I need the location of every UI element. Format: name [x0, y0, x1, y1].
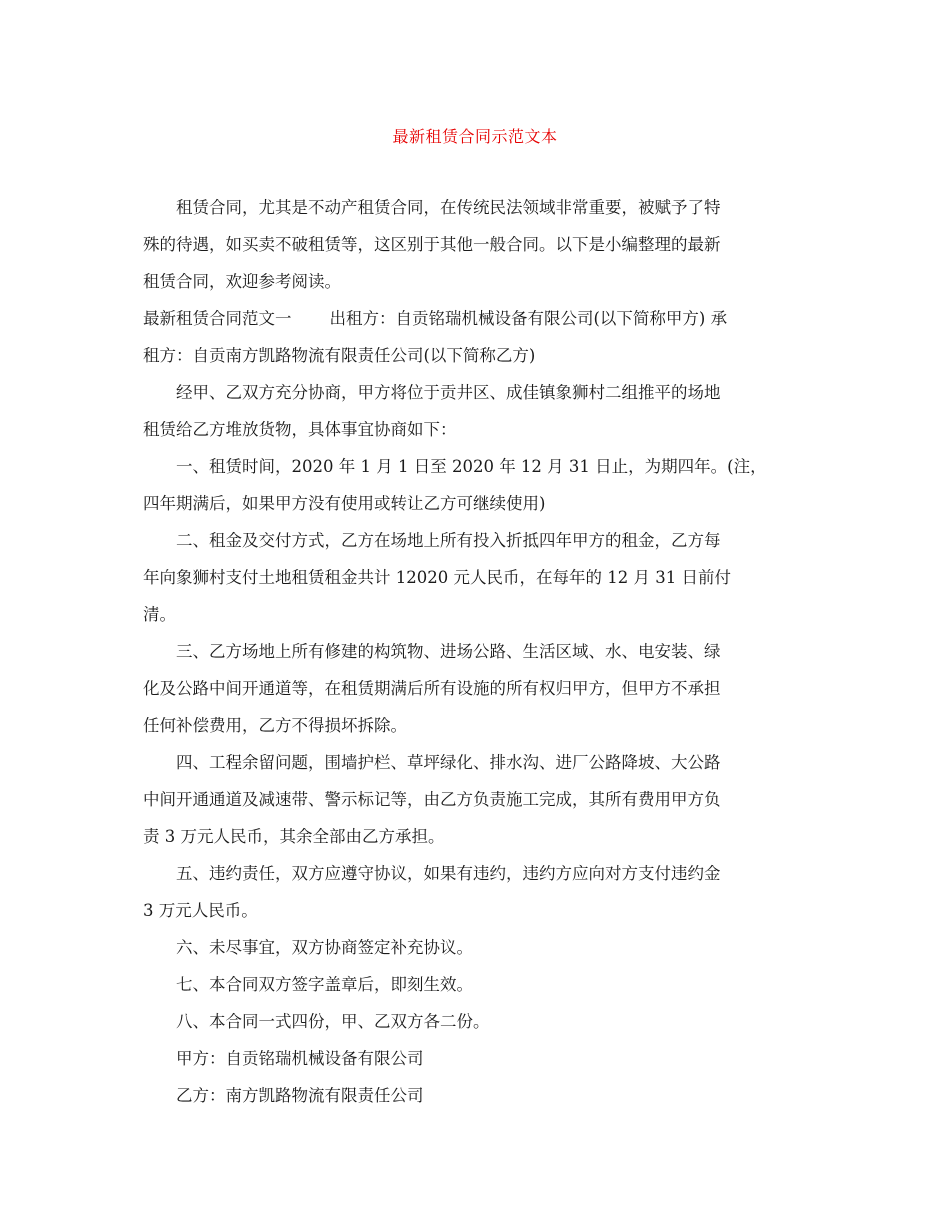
clause-8: 八、本合同一式四份，甲、乙双方各二份。: [176, 1012, 490, 1031]
preamble-paragraph: [143, 375, 808, 447]
clause-2-line-2: 年向象狮村支付土地租赁租金共计 12020 元人民币，在每年的 12 月 31 日前付: [143, 568, 731, 587]
intro-line-1: 租赁合同，尤其是不动产租赁合同，在传统民法领域非常重要，被赋予了特: [176, 198, 721, 217]
clause-7: 七、本合同双方签字盖章后，即刻生效。: [176, 975, 473, 994]
clause-2-line-3: 清。: [143, 605, 176, 624]
intro-paragraph: [143, 190, 808, 299]
clause-3-line-3: 任何补偿费用，乙方不得损坏拆除。: [143, 716, 407, 735]
clause-5: [143, 856, 808, 928]
clause-3-line-2: 化及公路中间开通道等，在租赁期满后所有设施的所有权归甲方，但甲方不承担: [143, 679, 721, 698]
clause-5-line-1: 五、违约责任，双方应遵守协议，如果有违约，违约方应向对方支付违约金: [176, 864, 721, 883]
clause-2-line-1: 二、租金及交付方式，乙方在场地上所有投入折抵四年甲方的租金，乙方每: [176, 531, 721, 550]
clause-4-line-1: 四、工程余留问题，围墙护栏、草坪绿化、排水沟、进厂公路降坡、大公路: [176, 753, 721, 772]
clause-3-line-1: 三、乙方场地上所有修建的构筑物、进场公路、生活区域、水、电安装、绿: [176, 642, 721, 661]
clause-1: [143, 449, 808, 521]
clause-5-line-2: 3 万元人民币。: [143, 901, 258, 920]
clause-4-line-2: 中间开通通道及减速带、警示标记等，由乙方负责施工完成，其所有费用甲方负: [143, 790, 721, 809]
document-title: 最新租赁合同示范文本: [392, 127, 558, 146]
clause-4-line-3: 责 3 万元人民币，其余全部由乙方承担。: [143, 827, 445, 846]
clause-3: [143, 634, 808, 743]
clause-1-line-2: 四年期满后，如果甲方没有使用或转让乙方可继续使用): [143, 494, 546, 513]
document-body: [143, 190, 808, 1115]
lessee-line: 租方：自贡南方凯路物流有限责任公司(以下简称乙方): [143, 346, 536, 365]
sample-heading-line: [143, 301, 808, 336]
lessor-line: 出租方：自贡铭瑞机械设备有限公司(以下简称甲方) 承: [329, 309, 728, 328]
clause-2: [143, 523, 808, 632]
clause-1-line-1: 一、租赁时间，2020 年 1 月 1 日至 2020 年 12 月 31 日止，为期四年。(注，: [176, 457, 767, 476]
clause-4: [143, 745, 808, 854]
intro-line-2: 殊的待遇，如买卖不破租赁等，这区别于其他一般合同。以下是小编整理的最新: [143, 235, 721, 254]
sample-heading: 最新租赁合同范文一: [143, 309, 292, 328]
intro-line-3: 租赁合同，欢迎参考阅读。: [143, 272, 341, 291]
clause-6: 六、未尽事宜，双方协商签定补充协议。: [176, 938, 473, 957]
party-a-signature: 甲方：自贡铭瑞机械设备有限公司: [176, 1049, 424, 1068]
preamble-line-2: 租赁给乙方堆放货物，具体事宜协商如下：: [143, 420, 457, 439]
preamble-line-1: 经甲、乙双方充分协商，甲方将位于贡井区、成佳镇象狮村二组推平的场地: [176, 383, 721, 402]
party-b-signature: 乙方：南方凯路物流有限责任公司: [176, 1086, 424, 1105]
